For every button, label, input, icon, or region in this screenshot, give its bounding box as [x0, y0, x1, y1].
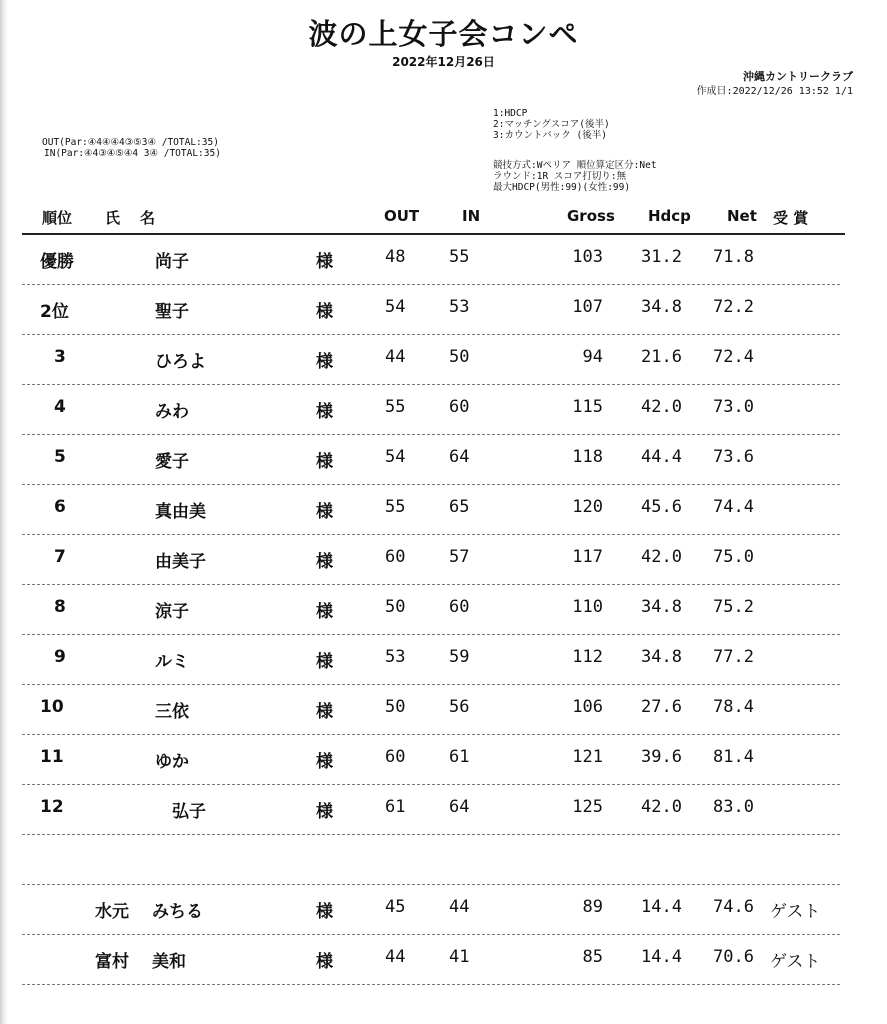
table-row: [0, 685, 887, 735]
rank-cell: 9: [54, 647, 66, 667]
hdcp-cell: 31.2: [641, 247, 682, 267]
table-row: [0, 385, 887, 435]
out-cell: 55: [385, 397, 406, 417]
rank-cell: 11: [40, 747, 64, 767]
table-row: [0, 235, 887, 285]
net-cell: 75.2: [713, 597, 754, 617]
in-cell: 65: [449, 497, 470, 517]
gross-cell: 121: [572, 747, 603, 767]
in-cell: 61: [449, 747, 470, 767]
rank-cell: 2位: [40, 302, 69, 322]
hdcp-cell: 39.6: [641, 747, 682, 767]
name-cell: 真由美: [155, 502, 206, 522]
table-row: [0, 585, 887, 635]
col-name-2: 名: [140, 209, 156, 227]
hdcp-cell: 44.4: [641, 447, 682, 467]
setting-line: 最大HDCP(男性:99)(女性:99): [493, 182, 631, 193]
rank-cell: 10: [40, 697, 64, 717]
in-cell: 59: [449, 647, 470, 667]
out-cell: 48: [385, 247, 406, 267]
hdcp-cell: 34.8: [641, 647, 682, 667]
award-cell: ゲスト: [770, 902, 821, 922]
out-cell: 61: [385, 797, 406, 817]
hdcp-cell: 42.0: [641, 397, 682, 417]
hdcp-cell: 45.6: [641, 497, 682, 517]
col-out: OUT: [384, 207, 420, 225]
out-cell: 60: [385, 547, 406, 567]
gross-cell: 120: [572, 497, 603, 517]
honorific-cell: 様: [316, 702, 333, 722]
net-cell: 72.4: [713, 347, 754, 367]
out-cell: 45: [385, 897, 406, 917]
hdcp-cell: 27.6: [641, 697, 682, 717]
gross-cell: 85: [582, 947, 603, 967]
hdcp-cell: 34.8: [641, 297, 682, 317]
net-cell: 77.2: [713, 647, 754, 667]
honorific-cell: 様: [316, 502, 333, 522]
setting-line: ラウンド:1R スコア打切り:無: [493, 171, 627, 182]
net-cell: 83.0: [713, 797, 754, 817]
tiebreak-options: [493, 108, 610, 141]
page-title: 波の上女子会コンペ: [308, 17, 579, 51]
col-rank: 順位: [42, 209, 73, 227]
option-line: 2:マッチングスコア(後半): [493, 119, 610, 130]
name-cell: 尚子: [155, 252, 189, 272]
row-divider: [22, 984, 840, 985]
honorific-cell: 様: [316, 552, 333, 572]
gross-cell: 125: [572, 797, 603, 817]
honorific-cell: 様: [316, 252, 333, 272]
net-cell: 75.0: [713, 547, 754, 567]
in-cell: 60: [449, 397, 470, 417]
out-cell: 50: [385, 597, 406, 617]
honorific-cell: 様: [316, 602, 333, 622]
hdcp-cell: 14.4: [641, 897, 682, 917]
table-row: [0, 485, 887, 535]
in-cell: 56: [449, 697, 470, 717]
gross-cell: 89: [582, 897, 603, 917]
in-cell: 60: [449, 597, 470, 617]
table-row: [0, 885, 887, 935]
gross-cell: 112: [572, 647, 603, 667]
in-cell: 57: [449, 547, 470, 567]
net-cell: 81.4: [713, 747, 754, 767]
net-cell: 72.2: [713, 297, 754, 317]
gross-cell: 110: [572, 597, 603, 617]
rank-cell: 優勝: [40, 252, 74, 272]
name-cell: 三依: [155, 702, 189, 722]
name-cell: 愛子: [155, 452, 189, 472]
net-cell: 73.6: [713, 447, 754, 467]
gross-cell: 115: [572, 397, 603, 417]
event-date: 2022年12月26日: [392, 55, 495, 69]
name-cell: 由美子: [155, 552, 206, 572]
hdcp-cell: 14.4: [641, 947, 682, 967]
table-row: [0, 335, 887, 385]
net-cell: 74.6: [713, 897, 754, 917]
name-cell: みちる: [152, 902, 203, 922]
rank-cell: 12: [40, 797, 64, 817]
gross-cell: 107: [572, 297, 603, 317]
rank-cell: 6: [54, 497, 66, 517]
rank-cell: 4: [54, 397, 66, 417]
table-row: [0, 535, 887, 585]
name-cell: 涼子: [155, 602, 189, 622]
par-in: IN(Par:④4③④⑤④4 3④ /TOTAL:35): [44, 148, 221, 159]
out-cell: 55: [385, 497, 406, 517]
net-cell: 78.4: [713, 697, 754, 717]
out-cell: 60: [385, 747, 406, 767]
par-info: [42, 137, 221, 159]
gross-cell: 117: [572, 547, 603, 567]
table-row: [0, 635, 887, 685]
out-cell: 53: [385, 647, 406, 667]
net-cell: 70.6: [713, 947, 754, 967]
in-cell: 55: [449, 247, 470, 267]
net-cell: 73.0: [713, 397, 754, 417]
name-cell: 弘子: [172, 802, 206, 822]
name-cell: 美和: [152, 952, 186, 972]
surname-cell: 富村: [95, 952, 129, 972]
club-name: 沖縄カントリークラブ: [743, 70, 853, 83]
table-row: [0, 785, 887, 835]
in-cell: 44: [449, 897, 470, 917]
setting-line: 競技方式:Wペリア 順位算定区分:Net: [493, 160, 657, 171]
honorific-cell: 様: [316, 902, 333, 922]
name-cell: 聖子: [155, 302, 189, 322]
out-cell: 54: [385, 297, 406, 317]
hdcp-cell: 34.8: [641, 597, 682, 617]
honorific-cell: 様: [316, 802, 333, 822]
gross-cell: 94: [582, 347, 603, 367]
award-cell: ゲスト: [770, 952, 821, 972]
name-cell: ルミ: [155, 652, 189, 672]
out-cell: 54: [385, 447, 406, 467]
par-out: OUT(Par:④4④④4③⑤3④ /TOTAL:35): [42, 137, 219, 148]
rank-cell: 7: [54, 547, 66, 567]
competition-settings: [493, 160, 657, 193]
table-row: [0, 935, 887, 985]
name-cell: みわ: [155, 402, 189, 422]
option-line: 1:HDCP: [493, 108, 528, 119]
hdcp-cell: 42.0: [641, 547, 682, 567]
honorific-cell: 様: [316, 402, 333, 422]
table-row: [0, 835, 887, 885]
gross-cell: 103: [572, 247, 603, 267]
gross-cell: 118: [572, 447, 603, 467]
out-cell: 44: [385, 347, 406, 367]
in-cell: 64: [449, 797, 470, 817]
in-cell: 50: [449, 347, 470, 367]
rank-cell: 8: [54, 597, 66, 617]
table-header: [0, 207, 887, 231]
name-cell: ゆか: [155, 752, 189, 772]
table-row: [0, 435, 887, 485]
net-cell: 71.8: [713, 247, 754, 267]
out-cell: 44: [385, 947, 406, 967]
col-in: IN: [462, 207, 481, 225]
hdcp-cell: 21.6: [641, 347, 682, 367]
honorific-cell: 様: [316, 752, 333, 772]
in-cell: 64: [449, 447, 470, 467]
table-row: [0, 285, 887, 335]
surname-cell: 水元: [95, 902, 129, 922]
out-cell: 50: [385, 697, 406, 717]
hdcp-cell: 42.0: [641, 797, 682, 817]
col-gross: Gross: [567, 207, 615, 225]
honorific-cell: 様: [316, 302, 333, 322]
option-line: 3:カウントバック (後半): [493, 130, 607, 141]
col-hdcp: Hdcp: [648, 207, 691, 225]
col-name-1: 氏: [105, 209, 121, 227]
rank-cell: 3: [54, 347, 66, 367]
col-award: 受 賞: [773, 209, 809, 227]
name-cell: ひろよ: [155, 352, 206, 372]
gross-cell: 106: [572, 697, 603, 717]
honorific-cell: 様: [316, 452, 333, 472]
honorific-cell: 様: [316, 352, 333, 372]
honorific-cell: 様: [316, 952, 333, 972]
rank-cell: 5: [54, 447, 66, 467]
col-net: Net: [727, 207, 757, 225]
honorific-cell: 様: [316, 652, 333, 672]
table-row: [0, 735, 887, 785]
net-cell: 74.4: [713, 497, 754, 517]
in-cell: 53: [449, 297, 470, 317]
created-stamp: 作成日:2022/12/26 13:52 1/1: [696, 86, 853, 97]
in-cell: 41: [449, 947, 470, 967]
